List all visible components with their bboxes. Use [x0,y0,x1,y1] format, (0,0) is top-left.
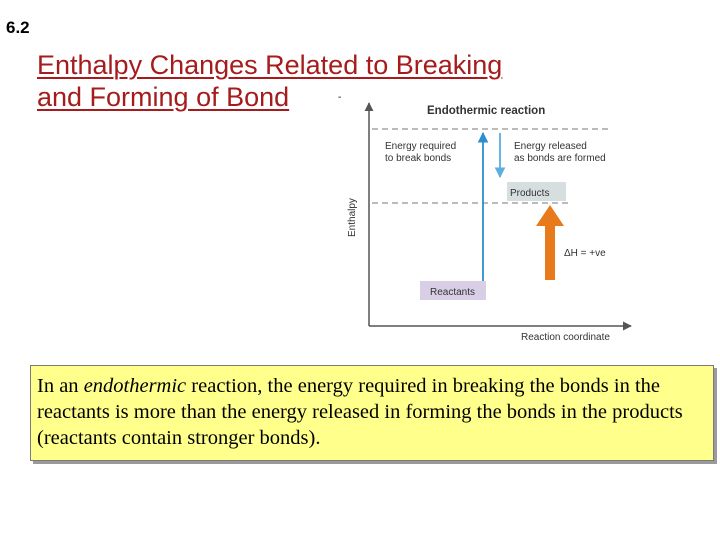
form-bonds-label-line-1: Energy released [514,141,587,152]
x-axis-label: Reaction coordinate [521,332,610,343]
break-bonds-label-line-2: to break bonds [385,153,452,164]
break-bonds-label-line-1: Energy required [385,141,457,152]
form-bonds-label [514,141,606,164]
enthalpy-diagram [340,95,640,350]
caption-part-2: reaction, the energy required in breaking the bonds in the reactants is more than the energy released in forming the bonds in the products (reactants contain stronger bonds). [37,375,683,449]
title-trailing-mark: - [338,92,342,103]
form-bonds-label-line-2: as bonds are formed [514,153,606,164]
diagram-heading: Endothermic reaction [427,105,546,117]
explanation-caption [30,365,714,461]
caption-emphasis: endothermic [83,375,187,397]
reactants-label: Reactants [430,287,476,298]
title-line-2: and Forming of Bond [37,82,290,112]
title-line-1: Enthalpy Changes Related to Breaking [37,50,503,80]
y-axis-label: Enthalpy [347,198,358,237]
section-number: 6.2 [6,18,30,37]
delta-h-arrow [536,205,564,280]
delta-h-label: ΔH = +ve [564,248,606,259]
caption-part-1: In an [37,375,84,397]
products-label: Products [510,188,550,199]
break-bonds-label [385,141,459,164]
